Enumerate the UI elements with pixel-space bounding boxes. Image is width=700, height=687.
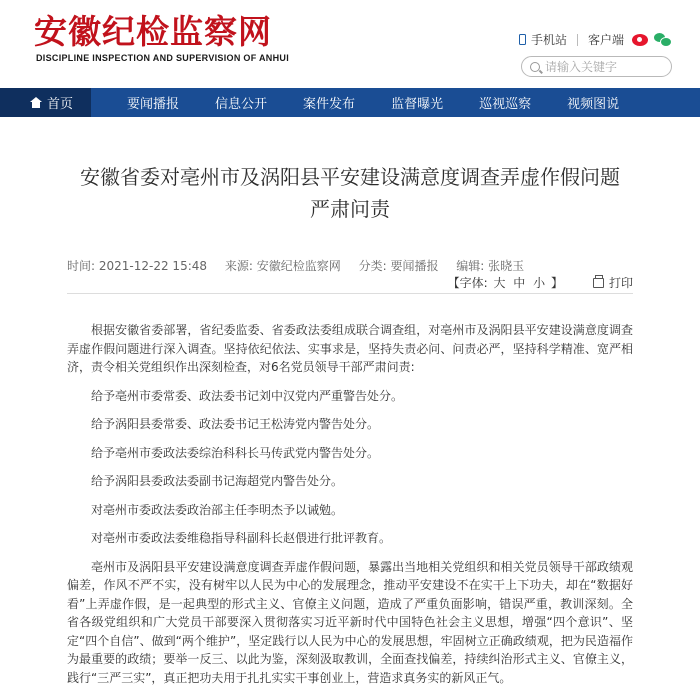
social-links	[632, 33, 670, 46]
article-title-line2: 严肃问责	[310, 197, 390, 221]
mobile-site-label: 手机站	[531, 31, 567, 48]
site-logo-title[interactable]: 安徽纪检监察网	[34, 14, 272, 50]
penalty-item: 给予亳州市委常委、政法委书记刘中汉党内严重警告处分。	[67, 387, 633, 406]
font-size-tools	[448, 274, 563, 291]
penalty-item: 给予涡阳县委政法委副书记海超党内警告处分。	[67, 472, 633, 491]
meta-category-label: 分类:	[359, 259, 387, 273]
nav-item-inspection[interactable]	[479, 88, 531, 117]
main-nav	[0, 88, 700, 117]
nav-item-home[interactable]	[0, 88, 91, 117]
nav-item-label: 视频图说	[567, 93, 619, 112]
penalty-item: 给予涡阳县委常委、政法委书记王松涛党内警告处分。	[67, 415, 633, 434]
phone-icon	[519, 34, 526, 45]
article-toolbar	[67, 268, 633, 294]
font-tools-open: 【字体:	[448, 276, 488, 290]
nav-item-video[interactable]	[567, 88, 619, 117]
article-title	[40, 161, 660, 225]
client-link[interactable]	[588, 31, 624, 48]
font-tools-close: 】	[551, 276, 563, 290]
site-logo-subtitle: DISCIPLINE INSPECTION AND SUPERVISION OF ANHUI	[36, 53, 289, 63]
meta-editor: 张晓玉	[488, 259, 524, 273]
nav-item-case-release[interactable]	[303, 88, 355, 117]
home-icon	[30, 97, 42, 108]
nav-item-label: 要闻播报	[127, 93, 179, 112]
weibo-icon[interactable]	[632, 34, 648, 46]
meta-category: 要闻播报	[390, 259, 438, 273]
nav-item-label: 监督曝光	[391, 93, 443, 112]
nav-item-label: 首页	[47, 93, 73, 112]
print-label: 打印	[609, 274, 633, 291]
meta-time-label: 时间:	[67, 259, 95, 273]
search-input[interactable]	[545, 60, 665, 74]
nav-item-info-disclosure[interactable]	[215, 88, 267, 117]
article-body	[67, 321, 633, 687]
nav-item-label: 信息公开	[215, 93, 267, 112]
nav-item-news[interactable]	[127, 88, 179, 117]
penalty-item: 对亳州市委政法委政治部主任李明杰予以诫勉。	[67, 501, 633, 520]
meta-source: 安徽纪检监察网	[257, 259, 341, 273]
font-small-button[interactable]: 小	[533, 276, 545, 290]
nav-item-label: 巡视巡察	[479, 93, 531, 112]
nav-item-label: 案件发布	[303, 93, 355, 112]
link-divider	[577, 34, 578, 46]
printer-icon	[593, 278, 604, 288]
font-large-button[interactable]: 大	[493, 276, 505, 290]
meta-source-label: 来源:	[225, 259, 253, 273]
client-label: 客户端	[588, 31, 624, 48]
nav-item-exposure[interactable]	[391, 88, 443, 117]
article-title-line1: 安徽省委对亳州市及涡阳县平安建设满意度调查弄虚作假问题	[80, 165, 620, 189]
search-icon[interactable]	[530, 62, 540, 72]
body-paragraph: 根据安徽省委部署，省纪委监委、省委政法委组成联合调查组，对亳州市及涡阳县平安建设满意度调查弄虚作假问题进行深入调查。坚持依纪依法、实事求是，坚持失责必问、问责必严，坚持科学精准、宽严相济，责令相关党组织作出深刻检查，对6名党员领导干部严肃问责:	[67, 321, 633, 377]
site-header	[0, 0, 700, 88]
meta-time: 2021-12-22 15:48	[99, 259, 207, 273]
meta-editor-label: 编辑:	[456, 259, 484, 273]
font-medium-button[interactable]: 中	[513, 276, 525, 290]
search-box	[521, 56, 672, 77]
mobile-site-link[interactable]	[519, 31, 567, 48]
penalty-item: 给予亳州市委政法委综治科科长马传武党内警告处分。	[67, 444, 633, 463]
penalty-item: 对亳州市委政法委维稳指导科副科长赵偎进行批评教育。	[67, 529, 633, 548]
body-paragraph: 亳州市及涡阳县平安建设满意度调查弄虚作假问题，暴露出当地相关党组织和相关党员领导干部政绩观偏差，作风不严不实，没有树牢以人民为中心的发展理念，推动平安建设不在实干上下功夫，却在“数据好看”上弄虚作假，是一起典型的形式主义、官僚主义问题，造成了严重负面影响，错误严重，教训深刻。全省各级党组织和广大党员干部要深入贯彻落实习近平新时代中国特色社会主义思想，增强“四个意识”、坚定“四个自信”、做到“两个维护”，坚定践行以人民为中心的发展思想，牢固树立正确政绩观，把为民造福作为最重要的政绩；要举一反三、以此为鉴，深刻汲取教训，全面查找偏差，持续纠治形式主义、官僚主义，践行“三严三实”，真正把功夫用于扎扎实实干事创业上，营造求真务实的新风正气。	[67, 558, 633, 687]
print-button[interactable]	[593, 274, 633, 291]
top-links	[519, 31, 670, 48]
wechat-icon[interactable]	[654, 33, 670, 46]
